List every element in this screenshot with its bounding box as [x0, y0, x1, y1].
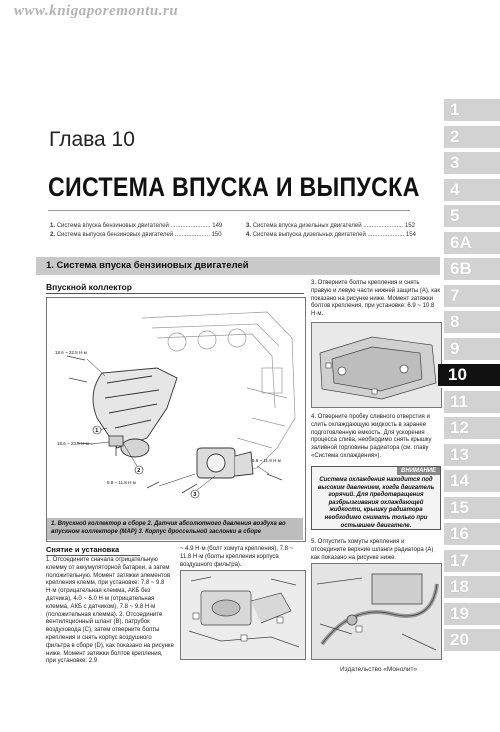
subsection-rule [46, 293, 304, 294]
chapter-tab[interactable]: 8 [444, 311, 500, 335]
svg-text:1: 1 [95, 428, 99, 434]
callout [135, 466, 143, 474]
chapter-tab[interactable]: 2 [444, 126, 500, 150]
torque-label: 18.6 ~ 23.5 Н·м [57, 441, 89, 446]
chapter-tab[interactable]: 19 [444, 603, 500, 627]
chapter-tab[interactable]: 13 [444, 444, 500, 468]
figure-caption: 1. Впускной коллектор в сборе 2. Датчик абсолютного давления воздуха во впускном коллекторе (MAP) 3. Корпус дроссельной заслонки в сборе [47, 518, 303, 540]
chapter-tab[interactable]: 1 [444, 99, 500, 123]
under-cover-figure [311, 322, 442, 408]
chapter-tab[interactable]: 15 [444, 497, 500, 521]
warning-box [311, 466, 441, 530]
torque-label: 9.8 ~ 11.8 Н·м [107, 480, 136, 485]
torque-label: 9.8 ~ 11.8 Н·м [252, 458, 281, 463]
callout [93, 426, 101, 434]
removal-rule [46, 555, 140, 556]
bottom-watermark [0, 722, 440, 732]
radiator-hose-figure [311, 563, 442, 660]
removal-heading: Снятие и установка [46, 545, 120, 554]
callout [191, 490, 199, 498]
radiator-hose-diagram [312, 564, 441, 659]
step3-text: 3. Отверните болты крепления и снять правую и левую части нижней защиты (A), как показано на рисунке ниже. Момент затяжки болтов крепления, при установке: 6.9 ~ 10.8 Н·м. [311, 280, 440, 318]
chapter-tab[interactable]: 14 [444, 470, 500, 494]
toc-item[interactable]: 2. Система выпуска бензиновых двигателей ..................... 150 [50, 232, 222, 238]
toc-item[interactable]: 4. Система выпуска дизельных двигателей ...................... 154 [246, 232, 416, 238]
warning-tag: ВНИМАНИЕ [397, 467, 440, 475]
toc-item[interactable]: 3. Система впуска дизельных двигателей ........................ 152 [246, 223, 415, 229]
intake-manifold-figure [46, 297, 306, 542]
under-cover-diagram [312, 323, 441, 407]
toc-item[interactable]: 1. Система впуска бензиновых двигателей ........................ 149 [50, 223, 223, 229]
warning-text: Система охлаждения находится под высоким давлением, когда двигатель горячий. Для предотвращения разбрызгивания охлаждающей жидкости, крышку радиатора необходимо снимать только при остывшем двигателе. [317, 477, 435, 529]
chapter-tab[interactable]: 6B [444, 258, 500, 282]
step5-text: 5. Отпустить хомуты крепления и отсоедините верхние шланги радиатора (A) как показано на рисунке ниже. [311, 539, 434, 561]
subsection-title: Впускной коллектор [46, 282, 132, 292]
section-header [36, 257, 440, 275]
chapter-tab[interactable]: 3 [444, 152, 500, 176]
svg-text:3: 3 [193, 492, 197, 498]
chapter-tab[interactable]: 12 [444, 417, 500, 441]
section-title: 1. Система впуска бензиновых двигателей [46, 260, 249, 271]
chapter-tab[interactable]: 5 [444, 205, 500, 229]
publisher-text: Издательство «Монолит» [340, 666, 418, 673]
chapter-title: СИСТЕМА ВПУСКА И ВЫПУСКА [48, 172, 420, 202]
chapter-label: Глава 10 [49, 128, 135, 151]
chapter-tab-active[interactable]: 10 [438, 364, 500, 388]
title-rule [48, 210, 410, 211]
chapter-tab[interactable]: 11 [444, 391, 500, 415]
chapter-tab[interactable]: 18 [444, 576, 500, 600]
chapter-tab[interactable]: 7 [444, 285, 500, 309]
chapter-tab[interactable]: 16 [444, 523, 500, 547]
air-filter-diagram [181, 571, 305, 659]
chapter-tab[interactable]: 17 [444, 550, 500, 574]
chapter-tab[interactable]: 6A [444, 232, 500, 256]
removal-text-col1: 1. Отсоедините сначала отрицательную клемму от аккумуляторной батареи, а затем положительную. Момент затяжки элементов крепления клемм, при установке: 7.8 ~ 9.8 Н·м (отрицательная клемма, АКБ без датчика), 4.0 ~ 6.0 Н·м (отрицательная клемма, АКБ с датчиком), 7.8 ~ 9.8 Н·м (положительная клемма). 2. Отсоедините вентиляционный шланг (B), патрубок воздуховода (C), затем отверните болты крепления и снять корпус воздушного фильтра в сборе (D), как показано на рисунке ниже. Момент затяжки болтов крепления, при установке: 2.9 [46, 557, 174, 665]
intake-manifold-diagram [47, 298, 305, 518]
step4-text: 4. Отверните пробку сливного отверстия и слить охлаждающую жидкость в заранее подготовленную емкость. Для ускорения процесса слива, необходимо снять крышку заливной горловины радиатора (см. главу «Система охлаждения»). [311, 414, 432, 459]
chapter-tab[interactable]: 4 [444, 179, 500, 203]
chapter-tab[interactable]: 20 [444, 629, 500, 653]
svg-text:2: 2 [137, 468, 141, 474]
removal-text-col2: ~ 4.9 Н·м (болт хомута крепления), 7.8 ~ 11.8 Н·м (болты крепления корпуса воздушного фильтра). [180, 546, 294, 568]
watermark-text: www.knigaporemontu.ru [14, 3, 179, 19]
air-filter-figure [180, 570, 306, 660]
torque-label: 18.6 ~ 22.5 Н·м [55, 350, 87, 355]
chapter-tab[interactable]: 9 [444, 338, 500, 362]
